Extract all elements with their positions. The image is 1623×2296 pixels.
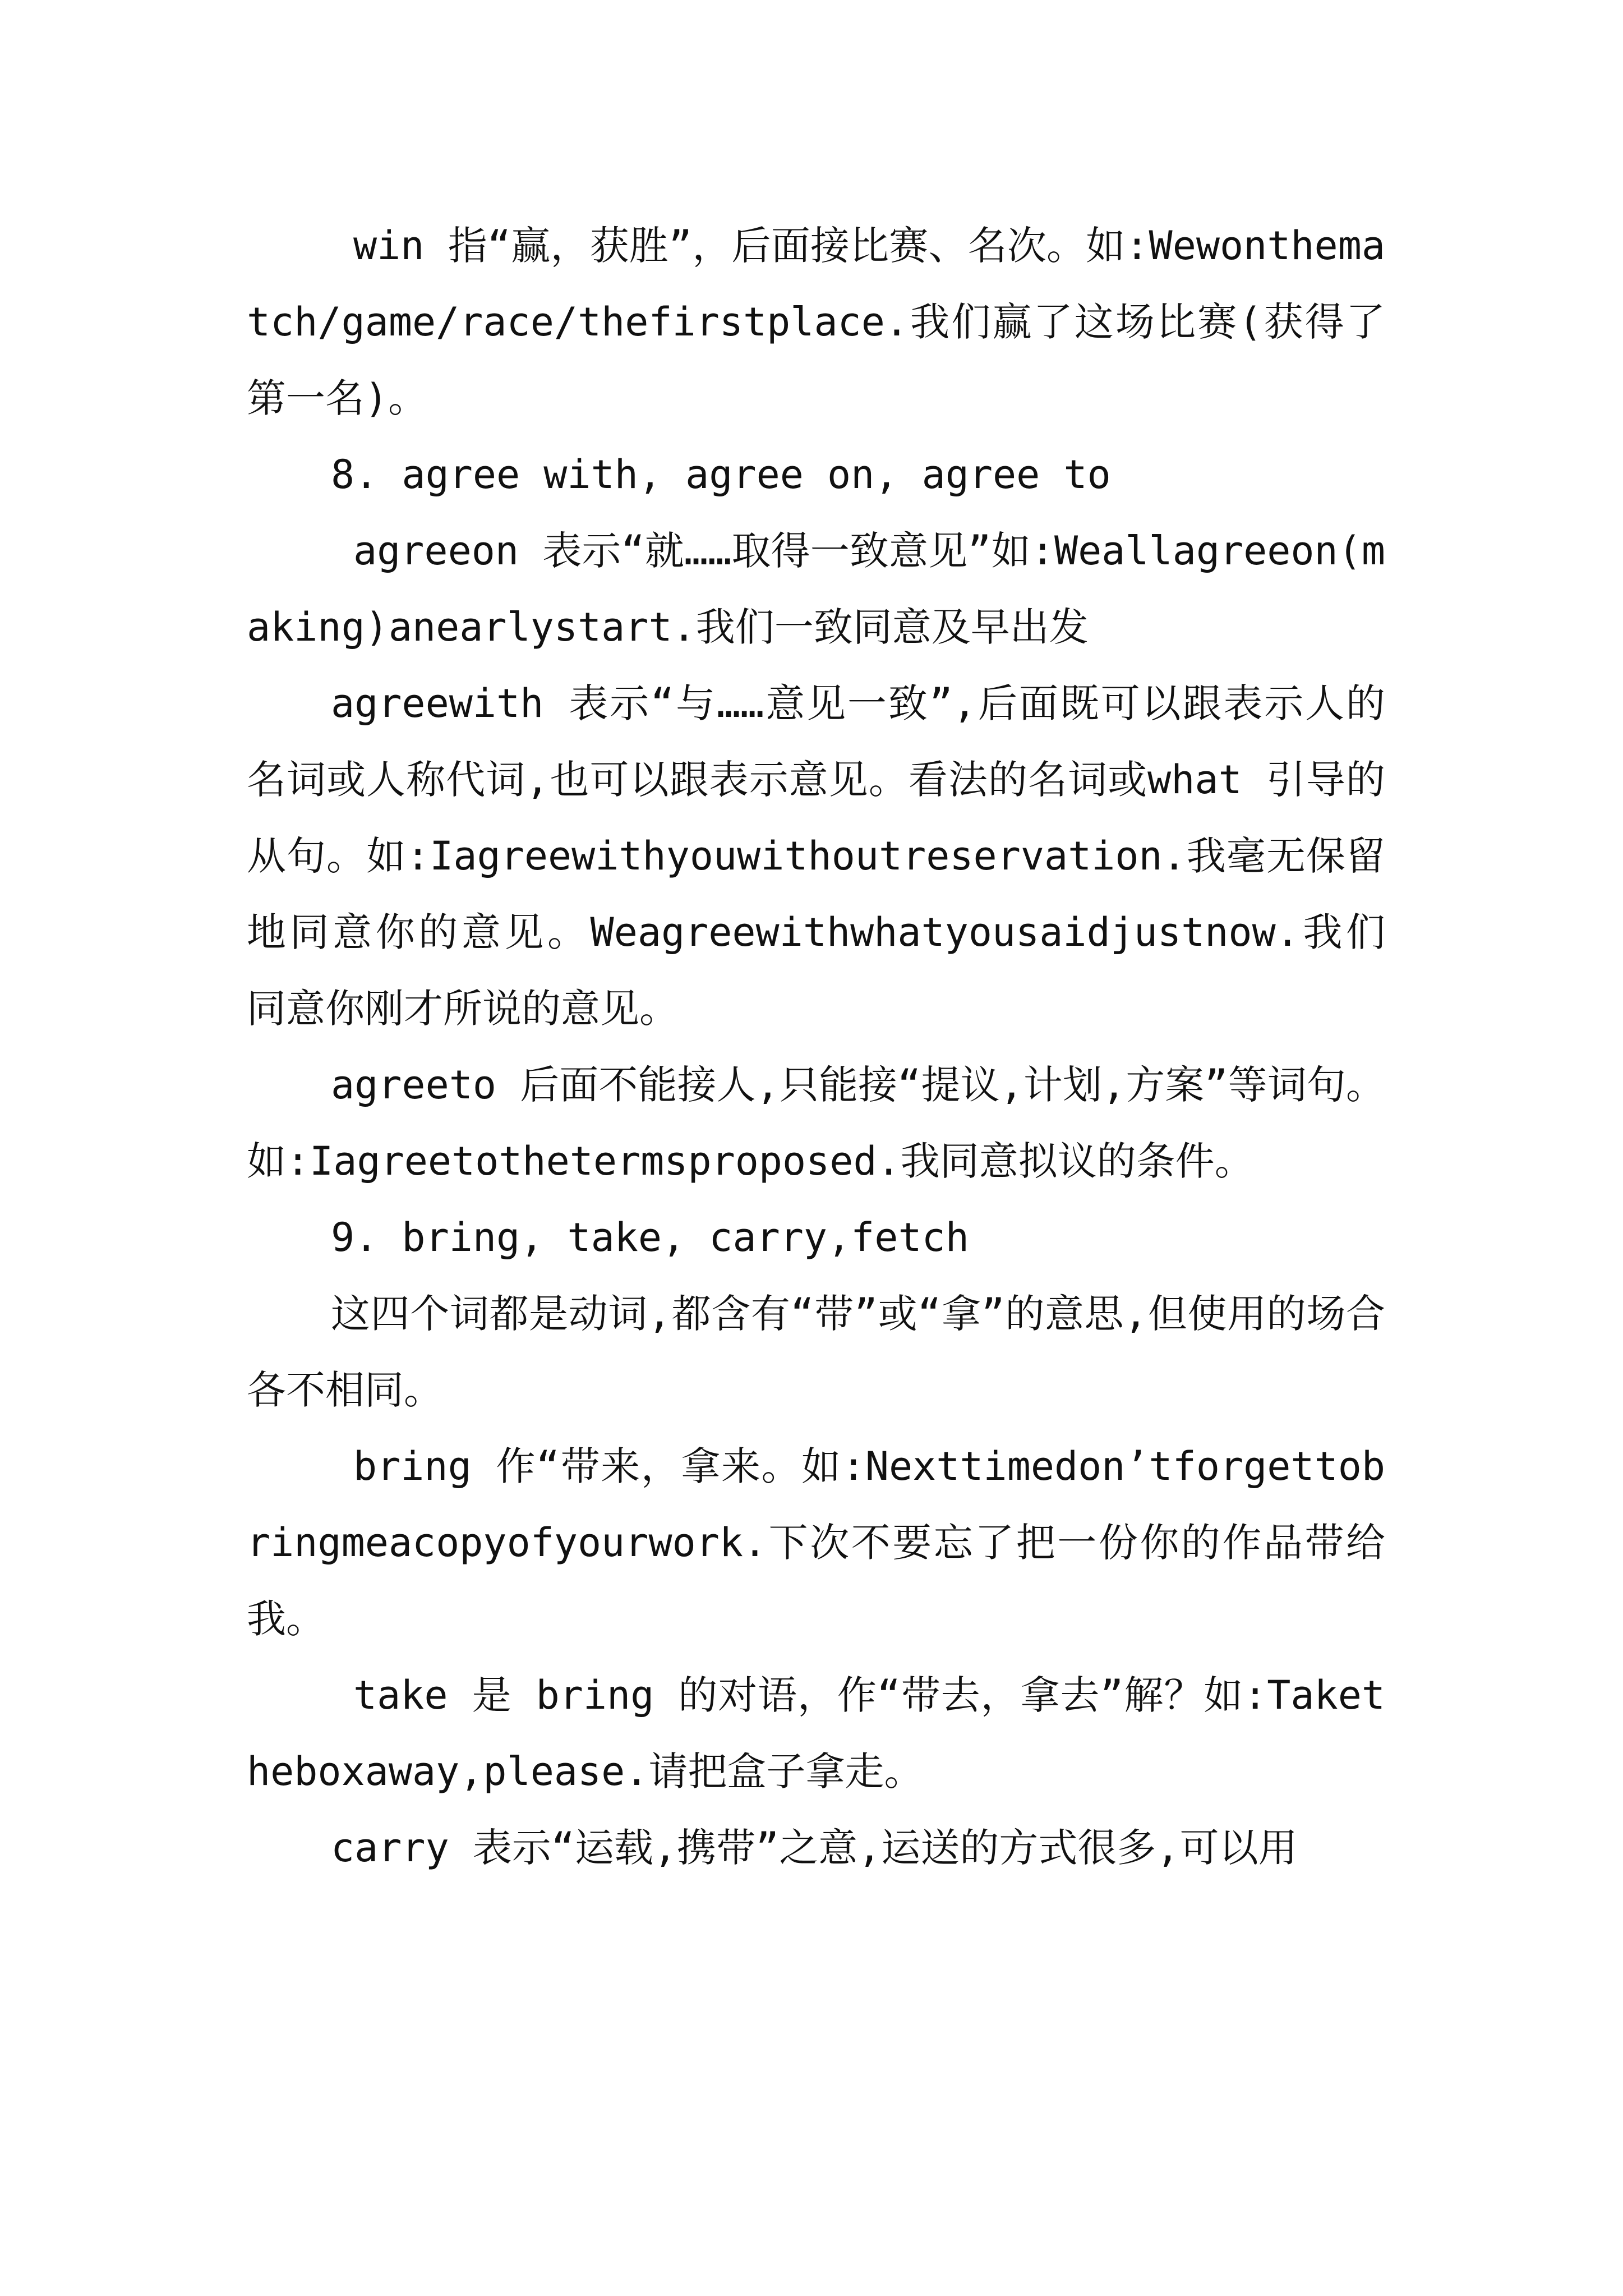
paragraph-four-verbs: 这四个词都是动词,都含有“带”或“拿”的意思,但使用的场合各不相同。 — [247, 1291, 1385, 1413]
paragraph-take: take 是 bring 的对语，作“带去，拿去”解？如:Taketheboxaway,please.请把盒子拿走。 — [247, 1672, 1385, 1795]
heading-9-bring: 9. bring, take, carry,fetch — [331, 1214, 969, 1260]
paragraph-bring: bring 作“带来，拿来。如:Nexttimedon’tforgettobringmeacopyofyourwork.下次不要忘了把一份你的作品带给我。 — [247, 1443, 1385, 1642]
paragraph-agree-with: agreewith 表示“与……意见一致”,后面既可以跟表示人的名词或人称代词,也可以跟表示意见。看法的名词或what 引导的从句。如:Iagreewithyouwithoutreservation.我毫无保留地同意你的意见。Weagreewithwhatyousaidjustnow.我们同意你刚才所说的意见。 — [247, 680, 1385, 1032]
document-body — [247, 208, 1385, 1886]
paragraph-agree-to: agreeto 后面不能接人,只能接“提议,计划,方案”等词句。如:Iagreetothetermsproposed.我同意拟议的条件。 — [247, 1062, 1385, 1184]
paragraph-win: win 指“赢，获胜”，后面接比赛、名次。如:Wewonthematch/game/race/thefirstplace.我们赢了这场比赛(获得了第一名)。 — [247, 223, 1385, 421]
heading-8-agree: 8. agree with, agree on, agree to — [331, 452, 1111, 498]
paragraph-agree-on: agreeon 表示“就……取得一致意见”如:Weallagreeon(making)anearlystart.我们一致同意及早出发 — [247, 528, 1385, 650]
paragraph-carry: carry 表示“运载,携带”之意,运送的方式很多,可以用 — [331, 1825, 1298, 1871]
